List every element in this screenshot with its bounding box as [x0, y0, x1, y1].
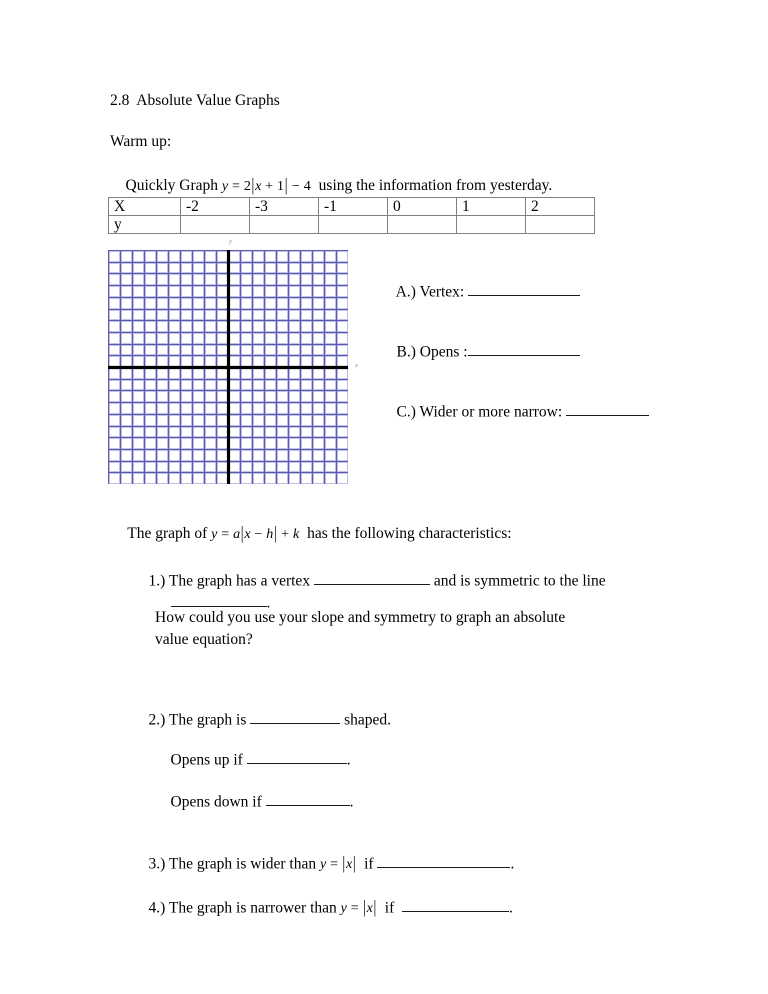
answer-blank[interactable]: [250, 709, 340, 724]
table-answer-cell[interactable]: [319, 216, 388, 234]
item-text-before: The graph is wider than: [168, 855, 317, 873]
table-header-cell: 2: [526, 198, 595, 216]
item-number: 2.): [148, 711, 166, 729]
item-text-middle: if: [384, 899, 395, 917]
item-text-after: shaped.: [344, 711, 392, 729]
characteristics-intro-suffix: has the following characteristics:: [307, 525, 512, 542]
item-text-before: The graph is narrower than: [168, 899, 337, 917]
table-answer-cell[interactable]: [526, 216, 595, 234]
answer-blank[interactable]: [171, 592, 267, 607]
x-axis-label: x: [355, 362, 358, 369]
abs-value-equation: y = |x|: [320, 854, 356, 874]
item-number: 1.): [148, 572, 166, 590]
characteristics-intro-prefix: The graph of: [127, 525, 208, 542]
xy-value-table: [108, 197, 595, 234]
table-header-cell: 0: [388, 198, 457, 216]
warm-up-equation: y = 2|x + 1| − 4: [221, 176, 311, 196]
warm-up-suffix: using the information from yesterday.: [318, 177, 553, 194]
reflection-question-line-1: How could you use your slope and symmetry to graph an absolute: [155, 609, 566, 626]
general-form-equation: y = a|x − h| + k: [211, 524, 300, 544]
answer-blank[interactable]: [402, 897, 509, 912]
answer-blank[interactable]: [314, 570, 430, 585]
opens-up-period: .: [346, 751, 351, 769]
item-number: 3.): [148, 855, 166, 873]
graph-question-a-label: A.) Vertex:: [395, 283, 465, 301]
table-answer-cell[interactable]: [181, 216, 250, 234]
item-text-after: .: [508, 899, 513, 917]
page-title: 2.8 Absolute Value Graphs: [110, 92, 280, 109]
characteristic-item-4: [133, 875, 513, 942]
item-text-after: .: [510, 855, 515, 873]
table-header-cell: -1: [319, 198, 388, 216]
table-answer-cell[interactable]: [388, 216, 457, 234]
abs-value-equation: y = |x|: [340, 898, 377, 918]
graph-question-b-label: B.) Opens :: [396, 343, 468, 361]
table-answer-cell[interactable]: [457, 216, 526, 234]
opens-down-line: [155, 769, 354, 835]
table-row-label: y: [109, 216, 181, 234]
coordinate-grid: [108, 238, 358, 484]
opens-down-text: Opens down if: [170, 793, 262, 811]
table-header-cell: -2: [181, 198, 250, 216]
graph-question-a: [381, 259, 580, 325]
table-row-x: [109, 198, 595, 216]
answer-blank[interactable]: [468, 341, 580, 356]
opens-down-period: .: [349, 793, 354, 811]
item-text-middle: and is symmetric to the line: [433, 572, 606, 590]
graph-question-c: [381, 379, 649, 445]
answer-blank[interactable]: [247, 749, 347, 764]
y-axis-label: y: [229, 238, 232, 245]
answer-blank[interactable]: [266, 791, 350, 806]
warm-up-label: Warm up:: [110, 133, 172, 150]
item-text-before: The graph has a vertex: [168, 572, 311, 590]
opens-up-text: Opens up if: [170, 751, 243, 769]
answer-blank[interactable]: [566, 401, 649, 416]
item-text-before: The graph is: [168, 711, 247, 729]
item-number: 4.): [148, 899, 166, 917]
graph-question-b: [381, 319, 580, 385]
warm-up-prefix: Quickly Graph: [125, 177, 219, 194]
table-header-cell: X: [109, 198, 181, 216]
graph-question-c-label: C.) Wider or more narrow:: [396, 403, 563, 421]
table-header-cell: -3: [250, 198, 319, 216]
table-row-y: [109, 216, 595, 234]
answer-blank[interactable]: [377, 853, 510, 868]
item-text-middle: if: [364, 855, 374, 873]
item-text-after: .: [266, 594, 271, 612]
table-answer-cell[interactable]: [250, 216, 319, 234]
reflection-question-line-2: value equation?: [155, 631, 253, 648]
table-header-cell: 1: [457, 198, 526, 216]
coordinate-grid-svg: [108, 250, 348, 484]
answer-blank[interactable]: [468, 281, 580, 296]
